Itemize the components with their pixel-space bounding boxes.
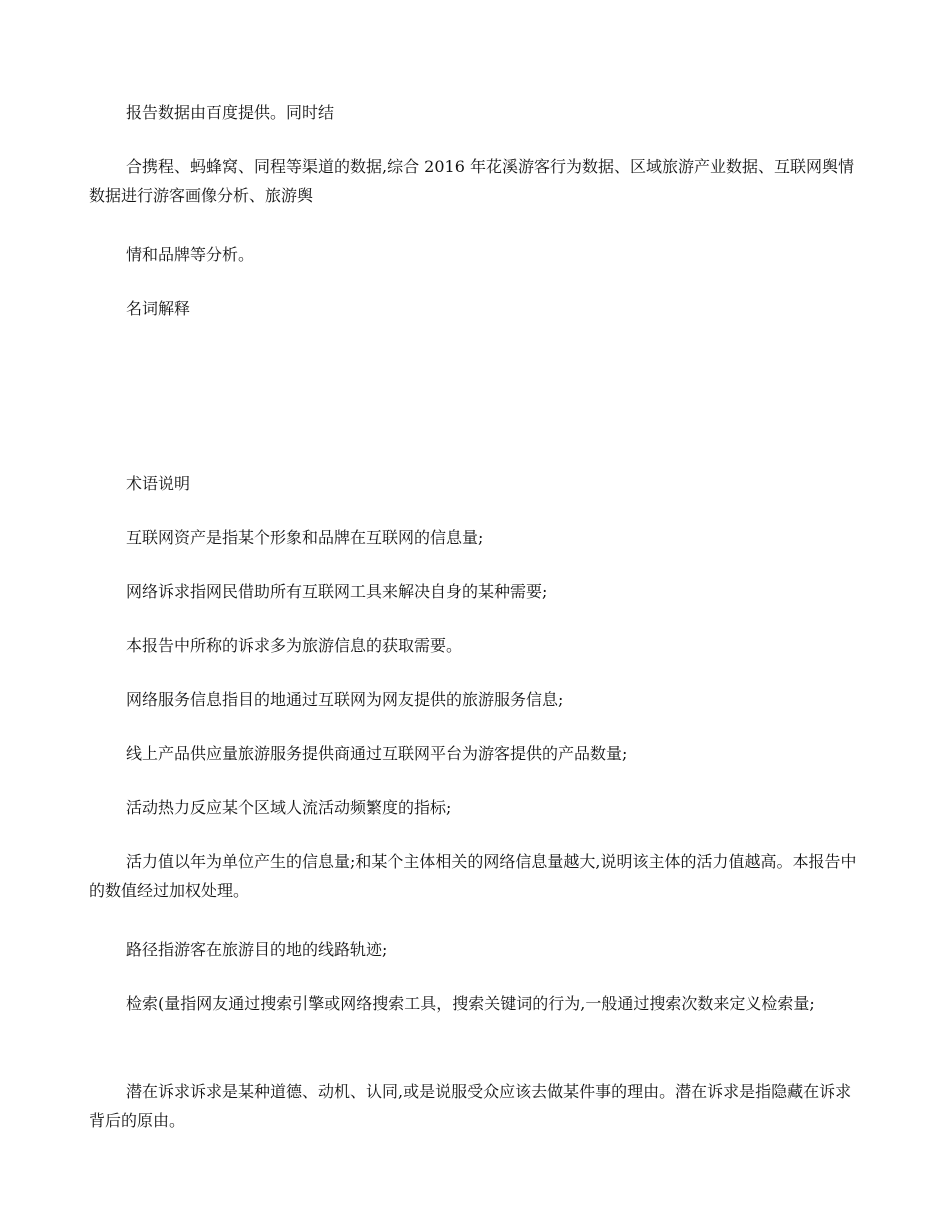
term-demand-note: 本报告中所称的诉求多为旅游信息的获取需要。: [126, 636, 463, 655]
term-internet-assets: 互联网资产是指某个形象和品牌在互联网的信息量;: [126, 528, 484, 547]
section-heading-terms: 术语说明: [126, 474, 191, 493]
term-vitality-value: 活力值以年为单位产生的信息量;和某个主体相关的网络信息量越大,说明该主体的活力值越高。本报告中的数值经过加权处理。: [89, 852, 857, 900]
paragraph-data-channels: 合携程、蚂蜂窝、同程等渠道的数据,综合 2016 年花溪游客行为数据、区域旅游产业数据、互联网舆情数据进行游客画像分析、旅游舆: [89, 157, 854, 205]
term-route: 路径指游客在旅游目的地的线路轨迹;: [126, 940, 388, 959]
term-potential-demand: 潜在诉求诉求是某种道德、动机、认同,或是说服受众应该去做某件事的理由。潜在诉求是指隐藏在诉求背后的原由。: [89, 1082, 852, 1130]
term-online-product-supply: 线上产品供应量旅游服务提供商通过互联网平台为游客提供的产品数量;: [126, 744, 628, 763]
paragraph-data-source: 报告数据由百度提供。同时结: [126, 103, 335, 122]
term-search-volume: 检索(量指网友通过搜索引擎或网络搜索工具，搜索关键词的行为,一般通过搜索次数来定义检索量;: [126, 994, 815, 1013]
term-activity-heat: 活动热力反应某个区域人流活动频繁度的指标;: [126, 798, 452, 817]
term-online-demand: 网络诉求指网民借助所有互联网工具来解决自身的某种需要;: [126, 582, 548, 601]
term-online-service-info: 网络服务信息指目的地通过互联网为网友提供的旅游服务信息;: [126, 690, 564, 709]
paragraph-analysis-scope: 情和品牌等分析。: [126, 245, 255, 264]
section-heading-glossary: 名词解释: [126, 299, 191, 318]
